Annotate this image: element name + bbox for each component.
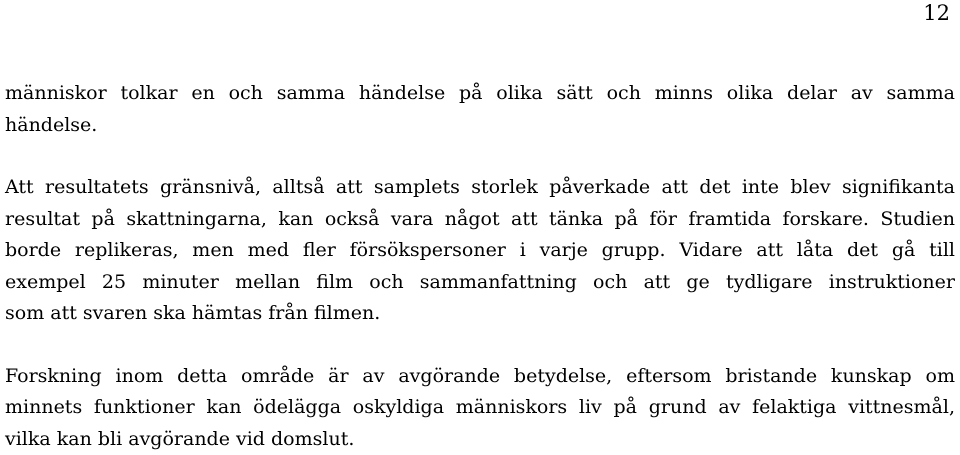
paragraph-line: exempel 25 minuter mellan film och sammanfattning och att ge tydligare instruktioner [5, 270, 955, 293]
paragraph-line: vilka kan bli avgörande vid domslut. [5, 427, 355, 450]
paragraph-line: Forskning inom detta område är av avgörande betydelse, eftersom bristande kunskap om [5, 364, 955, 387]
paragraph-line: minnets funktioner kan ödelägga oskyldiga människors liv på grund av felaktiga vittnesmål, [5, 396, 955, 418]
paragraph-line: som att svaren ska hämtas från filmen. [5, 302, 381, 324]
document-body [5, 78, 955, 455]
paragraph-line: Att resultatets gränsnivå, alltså att samplets storlek påverkade att det inte blev signifikanta [5, 176, 955, 198]
paragraph-2 [5, 172, 955, 330]
page-number: 12 [923, 1, 950, 25]
paragraph-line: människor tolkar en och samma händelse på olika sätt och minns olika delar av samma [5, 82, 955, 104]
paragraph-1 [5, 78, 955, 141]
paragraph-line: resultat på skattningarna, kan också vara något att tänka på för framtida forskare. Studien [5, 207, 955, 230]
paragraph-line: händelse. [5, 113, 98, 136]
paragraph-line: borde replikeras, men med fler försökspersoner i varje grupp. Vidare att låta det gå till [5, 239, 955, 261]
paragraph-3 [5, 361, 955, 455]
